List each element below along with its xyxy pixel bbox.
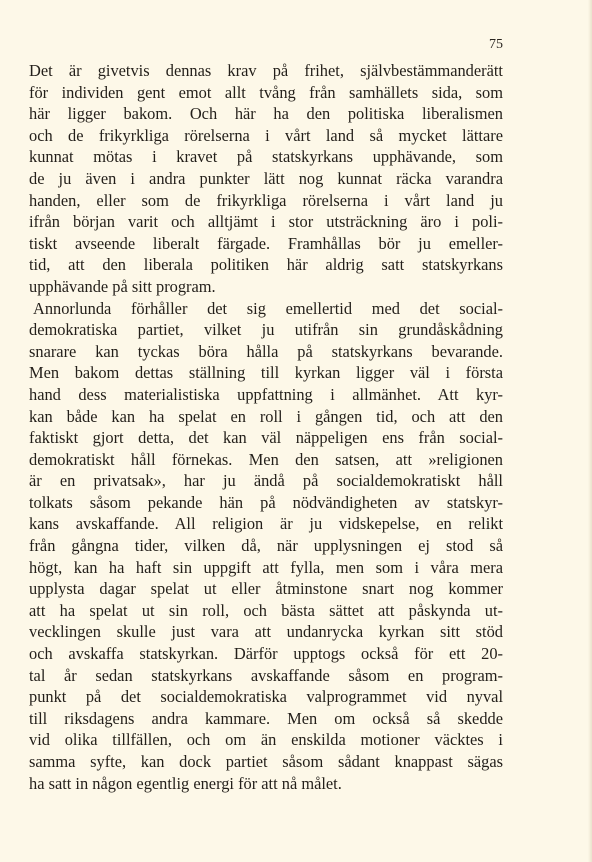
text-line: vid olika tillfällen, och om än enskilda motioner väcktes i [29, 730, 503, 750]
text-line: faktiskt gjort detta, det kan väl näppeligen ens från social- [29, 428, 503, 448]
text-line: tolkats såsom pekande hän på nödvändigheten av statskyr- [29, 492, 503, 512]
paragraph-1 [29, 60, 503, 298]
text-line: demokratiskt håll förnekas. Men den satsen, att »religionen [29, 449, 503, 469]
text-line: samma syfte, kan dock partiet såsom sådant knappast sägas [29, 752, 503, 771]
text-line: och de frikyrkliga rörelserna i vårt land så mycket lättare [29, 125, 503, 145]
text-line: handen, eller som de frikyrkliga rörelserna i vårt land ju [29, 190, 503, 210]
text-line: kan både kan ha spelat en roll i gången tid, och att den [29, 406, 503, 426]
text-line: upplysta dagar spelat ut eller åtminstone snart nog kommer [29, 579, 503, 599]
text-line: högt, kan ha haft sin uppgift att fylla, men som i våra mera [29, 557, 503, 577]
text-line: är en privatsak», har ju ändå på socialdemokratiskt håll [29, 471, 503, 491]
text-line: tid, att den liberala politiken här aldrig satt statskyrkans [29, 255, 503, 275]
text-line: upphävande på sitt program. [29, 276, 216, 296]
text-line: kans avskaffande. All religion är ju vidskepelse, en relikt [29, 514, 503, 534]
text-line: tiskt avseende liberalt färgade. Framhållas bör ju emeller- [29, 233, 503, 253]
text-line: Annorlunda förhåller det sig emellertid med det social- [33, 298, 503, 318]
page-edge-shadow [588, 0, 592, 862]
text-line: ifrån början varit och alltjämt i stor utsträckning äro i poli- [29, 212, 503, 232]
text-line: hand dess materialistiska uppfattning i allmänhet. Att kyr- [29, 384, 503, 404]
paragraph-2 [29, 298, 503, 795]
text-line: Det är givetvis dennas krav på frihet, självbestämmanderätt [29, 61, 503, 80]
text-line: för individen gent emot allt tvång från samhällets sida, som [29, 82, 503, 102]
text-line: vecklingen skulle just vara att undanrycka kyrkan sitt stöd [29, 622, 503, 642]
text-line: punkt på det socialdemokratiska valprogrammet vid nyval [29, 687, 503, 707]
text-line: snarare kan tyckas böra hålla på statskyrkans bevarande. [29, 341, 503, 361]
text-line: de ju även i andra punkter lätt nog kunnat räcka varandra [29, 168, 503, 188]
text-line: tal år sedan statskyrkans avskaffande såsom en program- [29, 665, 503, 685]
text-line: kunnat mötas i kravet på statskyrkans upphävande, som [29, 147, 503, 167]
text-line: och avskaffa statskyrkan. Därför upptogs också för ett 20- [29, 644, 503, 664]
text-line: Men bakom dettas ställning till kyrkan ligger väl i första [29, 363, 503, 383]
text-line: här ligger bakom. Och här ha den politiska liberalismen [29, 104, 503, 124]
body-text [29, 60, 503, 794]
text-line: demokratiska partiet, vilket ju utifrån sin grundåskådning [29, 320, 503, 340]
page-number: 75 [489, 37, 503, 52]
text-line: från gångna tider, vilken då, när upplysningen ej stod så [29, 536, 503, 556]
text-line: till riksdagens andra kammare. Men om också så skedde [29, 708, 503, 728]
text-line: att ha spelat ut sin roll, och bästa sättet att påskynda ut- [29, 600, 503, 620]
text-line: ha satt in någon egentlig energi för att nå målet. [29, 773, 342, 793]
